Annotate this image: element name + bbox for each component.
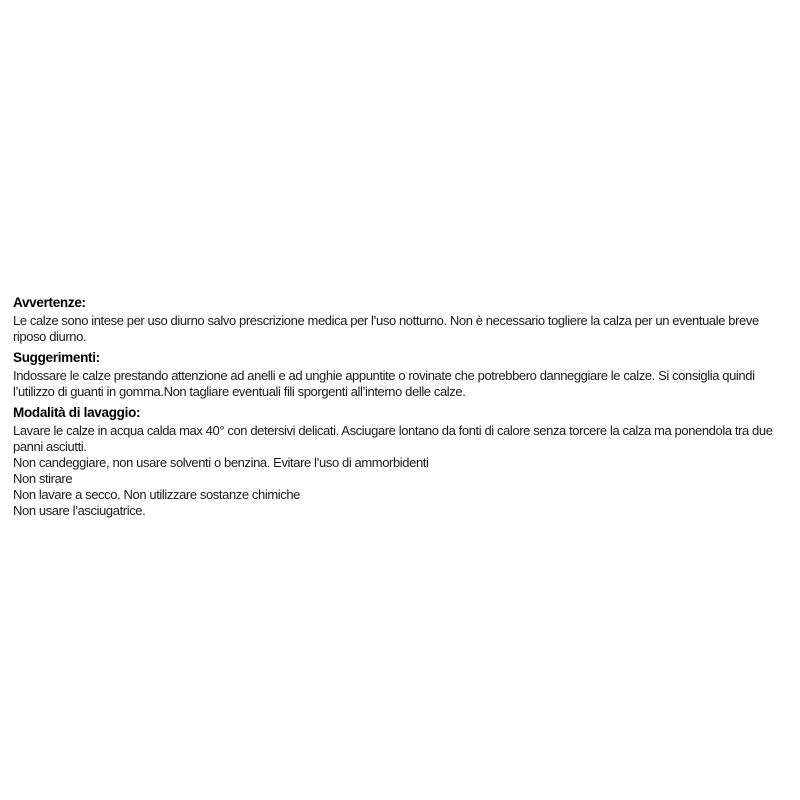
section-suggerimenti <box>13 350 787 400</box>
section-modalita-di-lavaggio <box>13 405 787 519</box>
section-paragraph: Non lavare a secco. Non utilizzare sostanze chimiche <box>13 487 301 502</box>
section-paragraph: Non stirare <box>13 471 73 486</box>
section-paragraph: Indossare le calze prestando attenzione ad anelli e ad unghie appuntite o rovinate che potrebbero danneggiare le calze. Si consiglia quindi l’utilizzo di guanti in gomma.Non tagliare eventuali fili sporgenti all’interno delle calze. <box>13 368 755 399</box>
section-paragraph: Lavare le calze in acqua calda max 40° con detersivi delicati. Asciugare lontano da fonti di calore senza torcere la calza ma ponendola tra due panni asciutti. <box>13 423 773 454</box>
section-paragraph: Non usare l’asciugatrice. <box>13 503 146 518</box>
section-avvertenze <box>13 295 787 345</box>
section-heading-avvertenze: Avvertenze: <box>13 295 86 310</box>
care-instructions <box>13 290 787 519</box>
section-heading-suggerimenti: Suggerimenti: <box>13 350 100 365</box>
section-paragraph: Le calze sono intese per uso diurno salvo prescrizione medica per l’uso notturno. Non è necessario togliere la calza per un eventuale breve riposo diurno. <box>13 313 759 344</box>
section-heading-modalita-di-lavaggio: Modalità di lavaggio: <box>13 405 141 420</box>
section-paragraph: Non candeggiare, non usare solventi o benzina. Evitare l’uso di ammorbidenti <box>13 455 429 470</box>
